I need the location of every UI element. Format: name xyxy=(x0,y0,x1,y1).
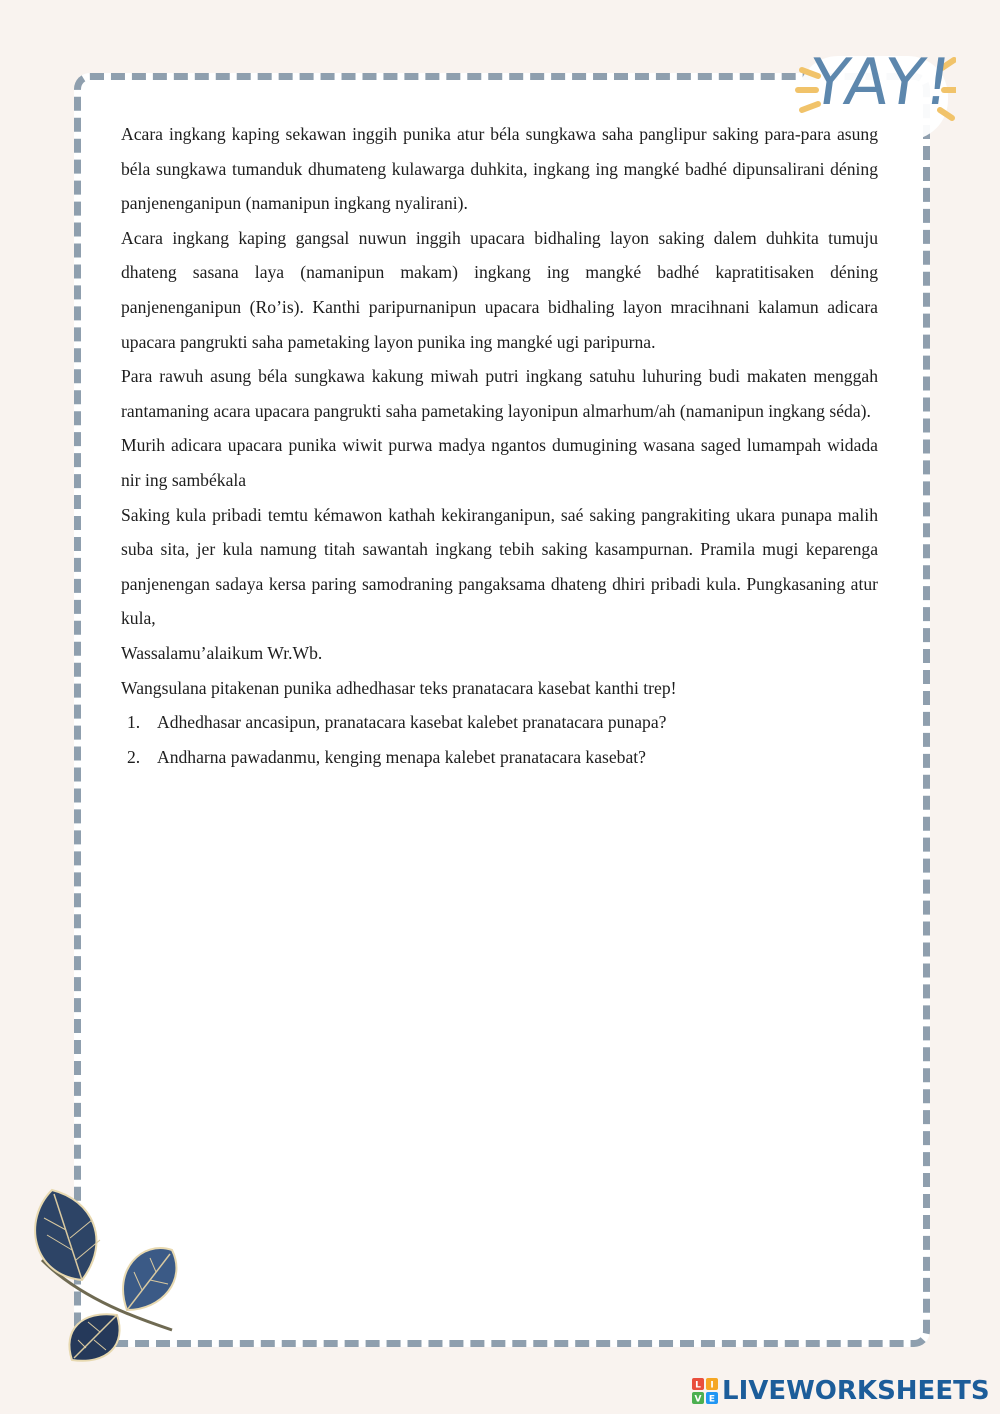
leaf-right-icon xyxy=(123,1248,176,1310)
live-badge-icon xyxy=(692,1378,718,1404)
question-text: Adhedhasar ancasipun, pranatacara kasebat kalebet pranatacara punapa? xyxy=(157,712,667,733)
paragraph: Para rawuh asung béla sungkawa kakung miwah putri ingkang satuhu luhuring budi makaten menggah rantamaning acara upacara pangrukti saha pametaking layonipun almarhum/ah (namanipun ingkang séda). xyxy=(121,366,878,421)
question-item xyxy=(121,705,878,740)
question-number: 2. xyxy=(127,746,141,767)
badge-letter: V xyxy=(694,1394,702,1404)
leaves-decoration-icon xyxy=(22,1180,222,1370)
document-body xyxy=(121,117,878,774)
paragraph: Murih adicara upacara punika wiwit purwa madya ngantos dumugining wasana saged lumampah widada nir ing sambékala xyxy=(121,435,878,490)
brand-name: LIVEWORKSHEETS xyxy=(722,1376,990,1406)
paragraph: Acara ingkang kaping gangsal nuwun inggih upacara bidhaling layon saking dalem duhkita tumuju dhateng sasana laya (namanipun makam) ingkang ing mangké badhé kapratitisaken déning panjenenganipun (Ro’is). Kanthi paripurnanipun upacara bidhaling layon mracihnani kalamun adicara upacara pangrukti saha pametaking layon punika ing mangké ugi paripurna. xyxy=(121,227,878,352)
yay-text: YAY! xyxy=(804,46,957,120)
paragraph: Acara ingkang kaping sekawan inggih punika atur béla sungkawa saha panglipur saking para-para asung béla sungkawa tumanduk dhumateng kulawarga duhkita, ingkang ing mangké badhé dipunsalirani déning panjenenganipun (namanipun ingkang nyalirani). xyxy=(121,124,878,214)
paragraph: Saking kula pribadi temtu kémawon kathah kekiranganipun, saé saking pangrakiting ukara punapa malih suba sita, jer kula namung titah sawantah ingkang tebih saking kasampurnan. Pramila mugi keparenga panjenengan sadaya kersa paring samodraning pangaksama dhateng dhiri pribadi kula. Pungkasaning atur kula, xyxy=(121,504,878,629)
leaf-bottom-icon xyxy=(69,1314,119,1361)
question-item xyxy=(121,740,878,775)
liveworksheets-logo[interactable] xyxy=(692,1376,990,1406)
instruction: Wangsulana pitakenan punika adhedhasar teks pranatacara kasebat kanthi trep! xyxy=(121,677,677,698)
badge-letter: E xyxy=(708,1394,716,1404)
badge-letter: I xyxy=(710,1380,714,1391)
closing-salutation: Wassalamu’alaikum Wr.Wb. xyxy=(121,642,323,663)
leaf-top-icon xyxy=(35,1190,100,1280)
question-number: 1. xyxy=(127,712,141,733)
question-list xyxy=(121,705,878,774)
question-text: Andharna pawadanmu, kenging menapa kalebet pranatacara kasebat? xyxy=(157,746,646,767)
badge-letter: L xyxy=(695,1380,701,1391)
